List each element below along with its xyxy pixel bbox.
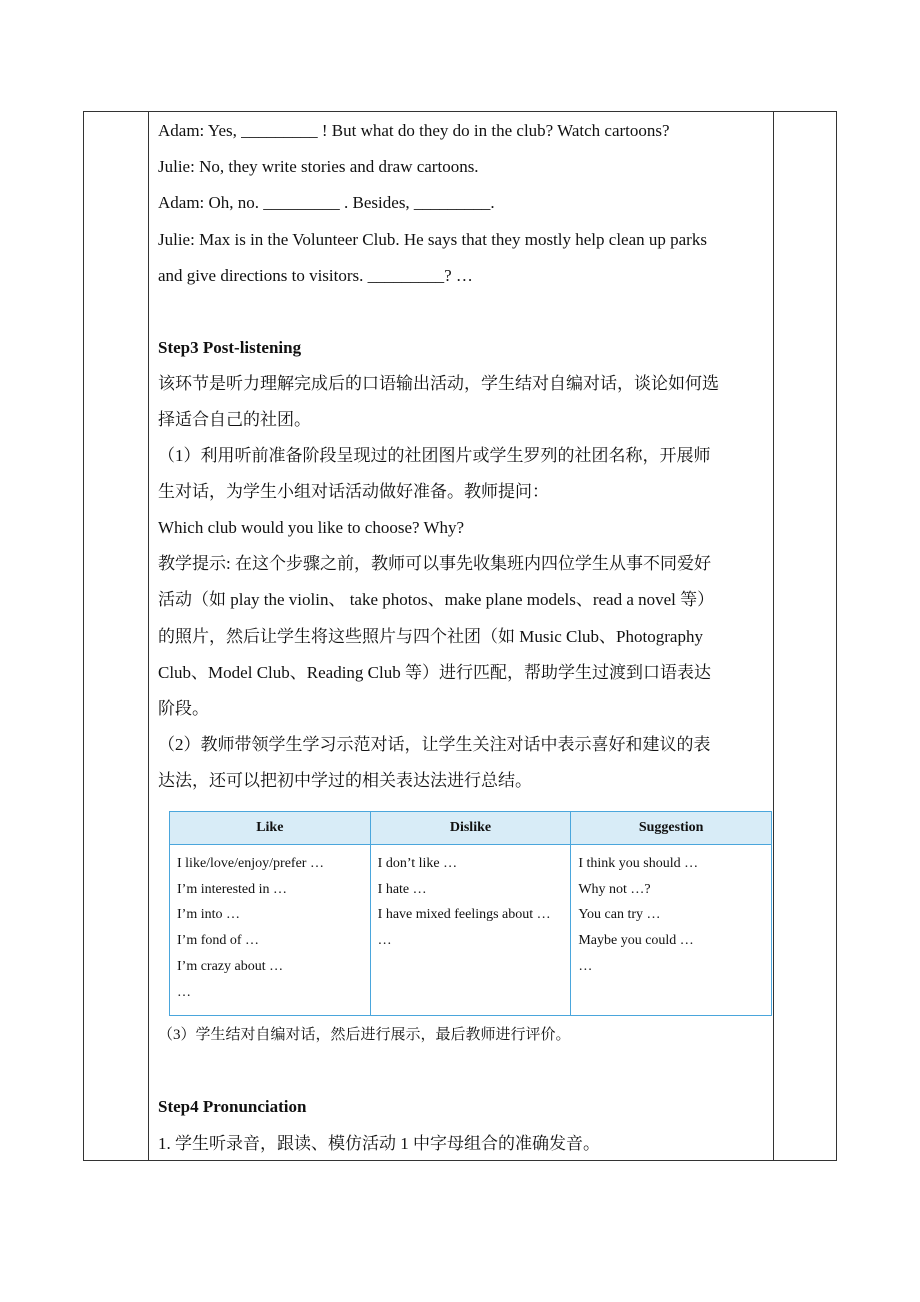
- expression: I like/love/enjoy/prefer …: [177, 856, 324, 871]
- step3-heading: Step3 Post-listening: [158, 338, 302, 357]
- suggestion-column: [571, 845, 772, 1016]
- expression: …: [578, 958, 593, 974]
- dialogue-line: and give directions to visitors. _________? …: [158, 266, 473, 285]
- expression: I’m crazy about …: [177, 958, 284, 974]
- expression: I’m fond of …: [177, 933, 260, 949]
- expression: I have mixed feelings about …: [377, 907, 551, 923]
- step3-line: 阶段。: [158, 699, 209, 718]
- step4-line: 1. 学生听录音，跟读、模仿活动 1 中字母组合的准确发音。: [158, 1134, 600, 1153]
- expressions-table: [169, 811, 772, 1016]
- step3-line: （1）利用听前准备阶段呈现过的社团图片或学生罗列的社团名称，开展师: [158, 446, 711, 465]
- step3-line: 该环节是听力理解完成后的口语输出活动，学生结对自编对话，谈论如何选: [158, 374, 719, 393]
- step3-line: 达法，还可以把初中学过的相关表达法进行总结。: [158, 771, 532, 790]
- dialogue-line: Julie: No, they write stories and draw cartoons.: [158, 157, 479, 176]
- step3-line: 活动（如 play the violin、 take photos、make plane models、read a novel 等）: [158, 590, 715, 609]
- expression: …: [377, 933, 392, 949]
- header-dislike: Dislike: [370, 812, 571, 845]
- expression: You can try …: [578, 907, 661, 923]
- expression: I’m interested in …: [177, 881, 288, 897]
- step3-line: Which club would you like to choose? Why?: [158, 518, 465, 537]
- step3-line: 的照片，然后让学生将这些照片与四个社团（如 Music Club、Photography: [158, 627, 703, 646]
- dislike-column: [370, 845, 571, 1016]
- step3-note: （3）学生结对自编对话，然后进行展示，最后教师进行评价。: [158, 1027, 571, 1043]
- header-suggestion: Suggestion: [571, 812, 772, 845]
- like-column: [170, 845, 371, 1016]
- step3-line: 生对话，为学生小组对话活动做好准备。教师提问：: [158, 482, 549, 501]
- header-like: Like: [170, 812, 371, 845]
- expression: …: [177, 984, 191, 1000]
- expression: Maybe you could …: [578, 933, 694, 949]
- expression: Why not …?: [578, 881, 651, 897]
- step3-line: Club、Model Club、Reading Club 等）进行匹配，帮助学生过渡到口语表达: [158, 663, 711, 682]
- expression: I think you should …: [578, 856, 699, 871]
- expression: I’m into …: [177, 907, 240, 923]
- dialogue-line: Adam: Yes, _________ ! But what do they do in the club? Watch cartoons?: [158, 121, 670, 140]
- column-divider: [773, 111, 774, 1161]
- step3-line: （2）教师带领学生学习示范对话，让学生关注对话中表示喜好和建议的表: [158, 735, 711, 754]
- expression: I don’t like …: [377, 856, 458, 871]
- column-divider: [148, 111, 149, 1161]
- dialogue-line: Adam: Oh, no. _________ . Besides, _________.: [158, 193, 495, 212]
- step3-line: 择适合自己的社团。: [158, 410, 311, 429]
- step3-line: 教学提示: 在这个步骤之前，教师可以事先收集班内四位学生从事不同爱好: [158, 554, 711, 573]
- expression: I hate …: [377, 881, 427, 897]
- dialogue-line: Julie: Max is in the Volunteer Club. He says that they mostly help clean up parks: [158, 230, 707, 249]
- step4-heading: Step4 Pronunciation: [158, 1097, 307, 1116]
